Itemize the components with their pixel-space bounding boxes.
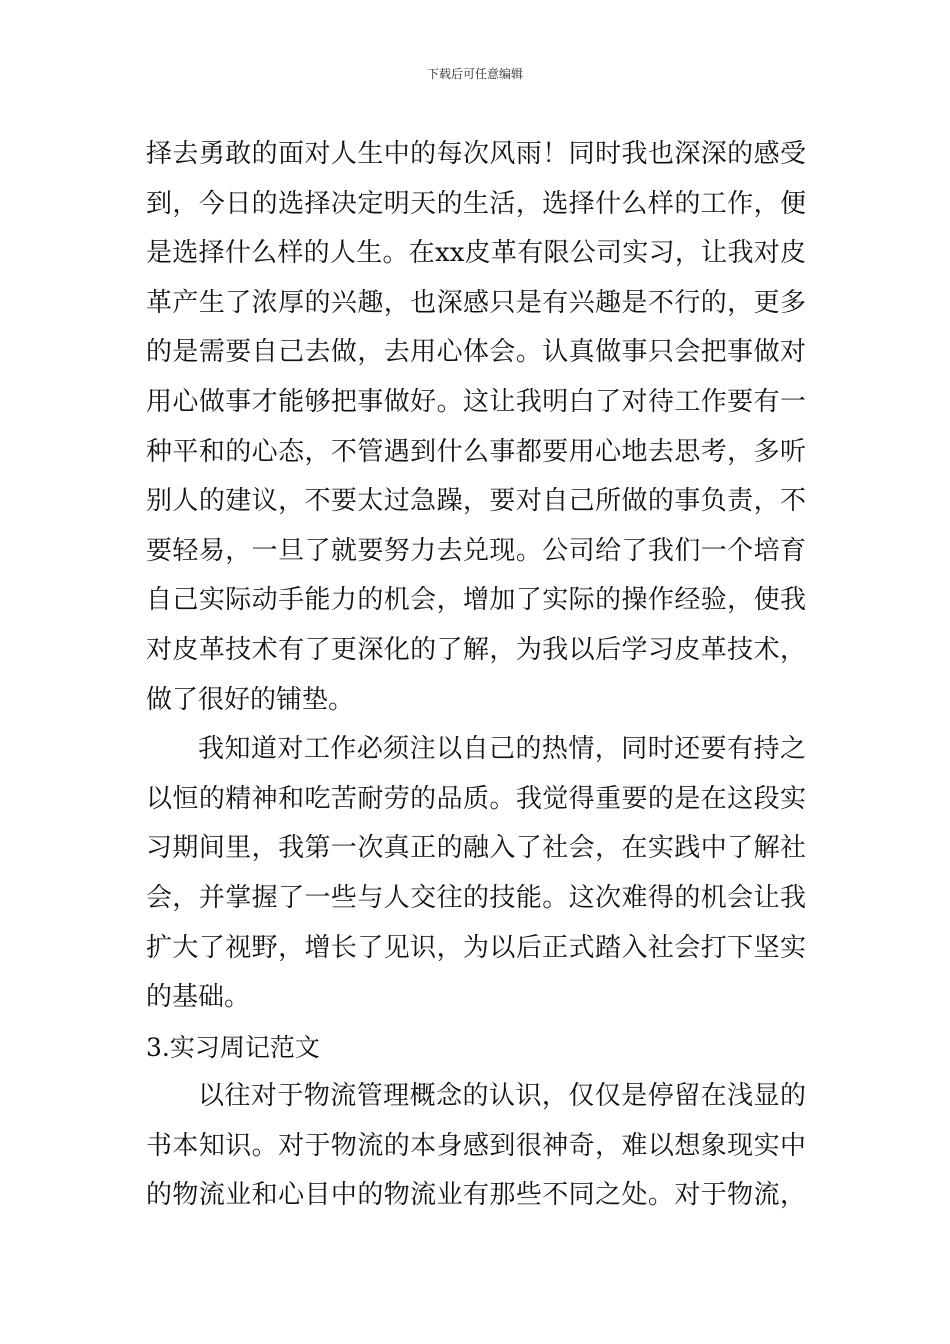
paragraph-line: 是选择什么样的人生。在xx皮革有限公司实习，让我对皮 [146, 238, 806, 269]
paragraph-line: 种平和的心态，不管遇到什么事都要用心地去思考，多听 [146, 436, 806, 467]
paragraph-line: 以恒的精神和吃苦耐劳的品质。我觉得重要的是在这段实 [146, 783, 806, 814]
paragraph-line: 的是需要自己去做，去用心体会。认真做事只会把事做对 [146, 337, 806, 368]
paragraph-line: 做了很好的铺垫。 [146, 684, 355, 715]
paragraph-line: 对皮革技术有了更深化的了解，为我以后学习皮革技术， [146, 634, 806, 665]
paragraph-line: 用心做事才能够把事做好。这让我明白了对待工作要有一 [146, 386, 806, 417]
paragraph-line: 书本知识。对于物流的本身感到很神奇，难以想象现实中 [146, 1130, 806, 1161]
section-heading: 3.实习周记范文 [146, 1032, 320, 1062]
paragraph-first-line: 以往对于物流管理概念的认识，仅仅是停留在浅显的 [198, 1081, 806, 1112]
paragraph-line: 别人的建议，不要太过急躁，要对自己所做的事负责，不 [146, 486, 806, 517]
page-header-note: 下载后可任意编辑 [426, 67, 523, 81]
paragraph-line: 择去勇敢的面对人生中的每次风雨！同时我也深深的感受 [146, 139, 806, 169]
paragraph-line: 习期间里，我第一次真正的融入了社会，在实践中了解社 [146, 833, 806, 864]
paragraph-line: 的物流业和心目中的物流业有那些不同之处。对于物流， [146, 1180, 806, 1211]
paragraph-line: 自己实际动手能力的机会，增加了实际的操作经验，使我 [146, 585, 806, 616]
paragraph-line: 革产生了浓厚的兴趣，也深感只是有兴趣是不行的，更多 [146, 287, 806, 318]
paragraph-line: 的基础。 [146, 982, 251, 1013]
paragraph-line: 要轻易，一旦了就要努力去兑现。公司给了我们一个培育 [146, 535, 806, 566]
document-body [146, 130, 806, 1221]
paragraph-first-line: 我知道对工作必须注以自己的热情，同时还要有持之 [198, 734, 806, 765]
paragraph-line: 到，今日的选择决定明天的生活，选择什么样的工作，便 [146, 188, 806, 219]
paragraph-line: 扩大了视野，增长了见识，为以后正式踏入社会打下坚实 [146, 932, 806, 963]
paragraph-line: 会，并掌握了一些与人交往的技能。这次难得的机会让我 [146, 882, 806, 913]
